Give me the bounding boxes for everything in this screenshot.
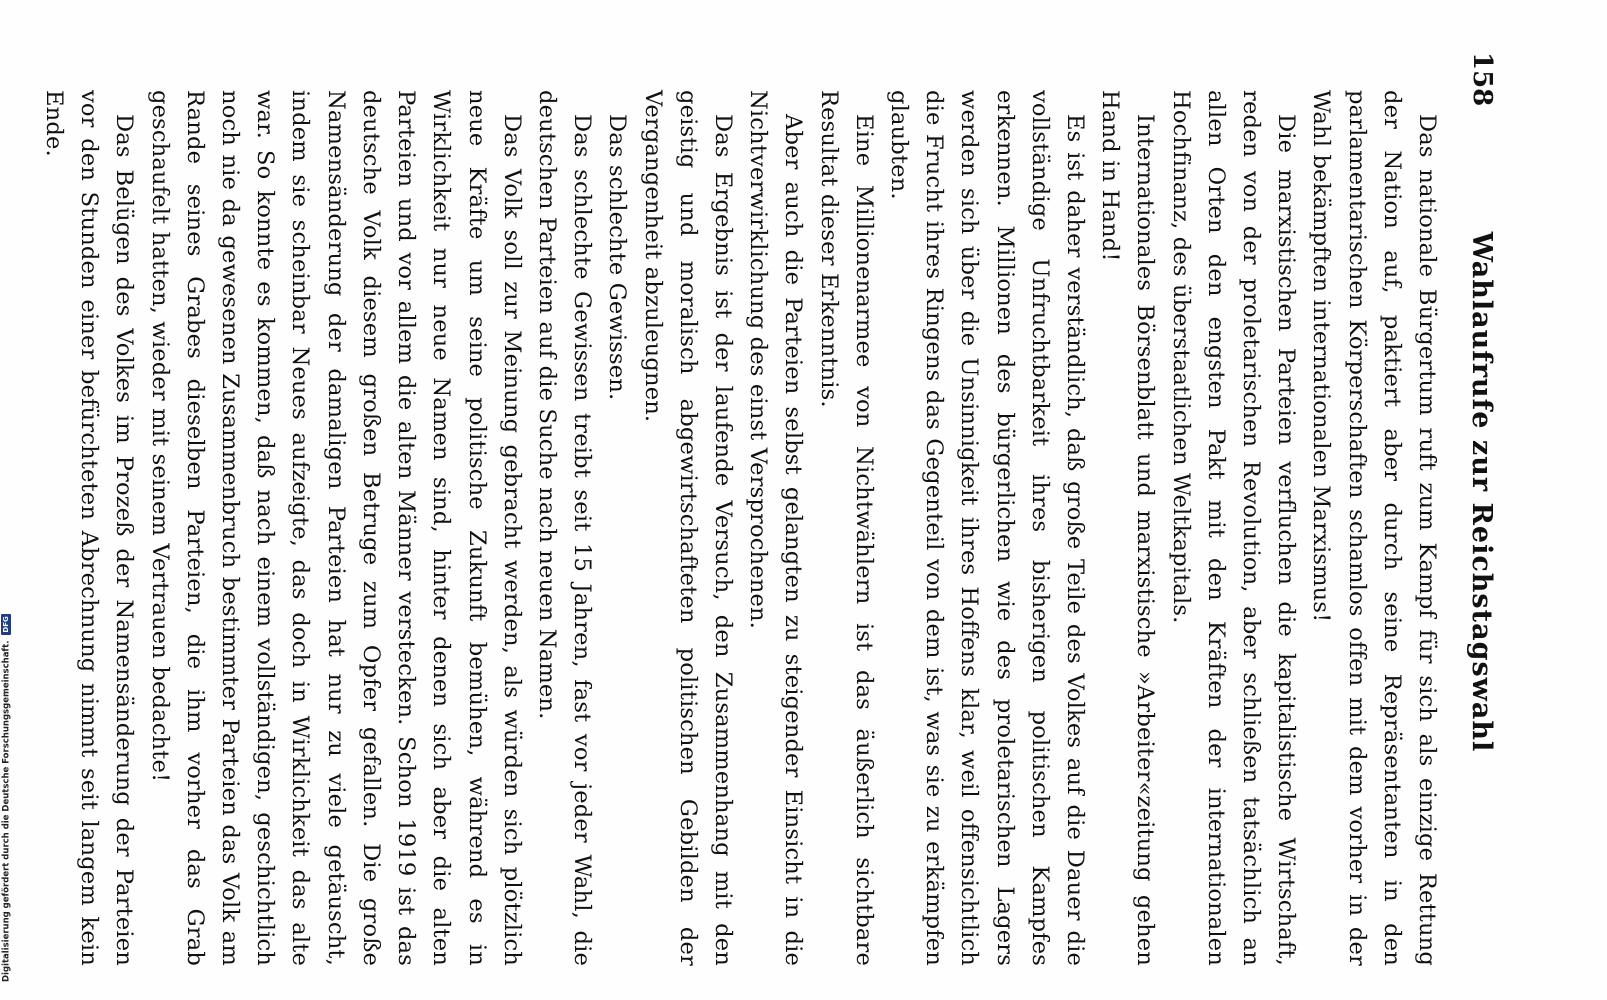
- paragraph: Internationales Börsenblatt und marxistische »Arbeiter«zeitung gehen Hand in Hand!: [1097, 90, 1159, 966]
- paragraph: Das Volk soll zur Meinung gebracht werden, als würden sich plötzlich neue Kräfte um seine politische Zukunft bemühen, während es in Wirklichkeit nur neue Namen sind, hinter denen sich aber die alten Parteien und vor allem die alten Männer verstecken. Schon 1919 ist das deutsche Volk diesem großen Betruge zum Opfer gefallen. Die große Namensänderung der damaligen Parteien hat nur zu viele getäuscht, indem sie scheinbar Neues aufzeigte, das doch in Wirklichkeit das alte war. So konnte es kommen, daß nach einem vollständigen, geschichtlich noch nie da gewesenen Zusammenbruch bestimmter Parteien das Volk am Rande seines Grabes dieselben Parteien, die ihm vorher das Grab geschaufelt hatten, wieder mit seinem Vertrauen bedachte!: [146, 90, 525, 966]
- paragraph: Das nationale Bürgertum ruft zum Kampf für sich als einzige Rettung der Nation auf, paktiert aber durch seine Repräsentanten in den parlamentarischen Körperschaften schamlos offen mit dem vorher in der Wahl bekämpften internationalen Marxismus!: [1308, 90, 1440, 966]
- body-text: [36, 90, 1444, 966]
- digitization-credit: [1, 602, 15, 982]
- dfg-logo-icon: DFG: [2, 616, 10, 633]
- page-number: 158: [1467, 52, 1497, 107]
- paragraph: Das Ergebnis ist der laufende Versuch, den Zusammenhang mit den geistig und moralisch abgewirtschafteten politischen Gebilden der Vergangenheit abzuleugnen.: [639, 90, 736, 966]
- credit-text: Digitalisierung gefördert durch die Deutsche Forschungsgemeinschaft. DFG: [1, 616, 12, 982]
- paragraph: Das Belügen des Volkes im Prozeß der Namensänderung der Parteien vor den Stunden einer befürchteten Abrechnung nimmt seit langem kein Ende.: [41, 90, 138, 966]
- paragraph: Eine Millionenarmee von Nichtwählern ist das äußerlich sichtbare Resultat dieser Erkenntnis.: [815, 90, 877, 966]
- paragraph: Es ist daher verständlich, daß große Teile des Volkes auf die Dauer die vollständige Unfruchtbarkeit ihres bisherigen politischen Kampfes erkennen. Millionen des bürgerlichen wie des proletarischen Lagers werden sich über die Unsinnigkeit ihres Hoffens klar, weil offensichtlich die Frucht ihres Ringens das Gegenteil von dem ist, was sie zu erkämpfen glaubten.: [885, 90, 1088, 966]
- paragraph: Das schlechte Gewissen treibt seit 15 Jahren, fast vor jeder Wahl, die deutschen Parteien auf die Suche nach neuen Namen.: [533, 90, 596, 966]
- paragraph: Die marxistischen Parteien verfluchen die kapitalistische Wirtschaft, reden von der proletarischen Revolution, aber schließen tatsächlich an allen Orten den engsten Pakt mit den Kräften der internationalen Hochfinanz, des überstaatlichen Weltkapitals.: [1167, 90, 1300, 966]
- paragraph: Aber auch die Parteien selbst gelangten zu steigender Einsicht in die Nichtverwirklichung des einst Versprochenen.: [745, 90, 807, 966]
- page-header: [1457, 52, 1497, 932]
- section-heading: Das schlechte Gewissen.: [604, 114, 631, 401]
- credit-label: Digitalisierung gefördert durch die Deutsche Forschungsgemeinschaft: [1, 643, 12, 982]
- running-head: Wahlaufrufe zur Reichstagswahl: [1466, 231, 1497, 753]
